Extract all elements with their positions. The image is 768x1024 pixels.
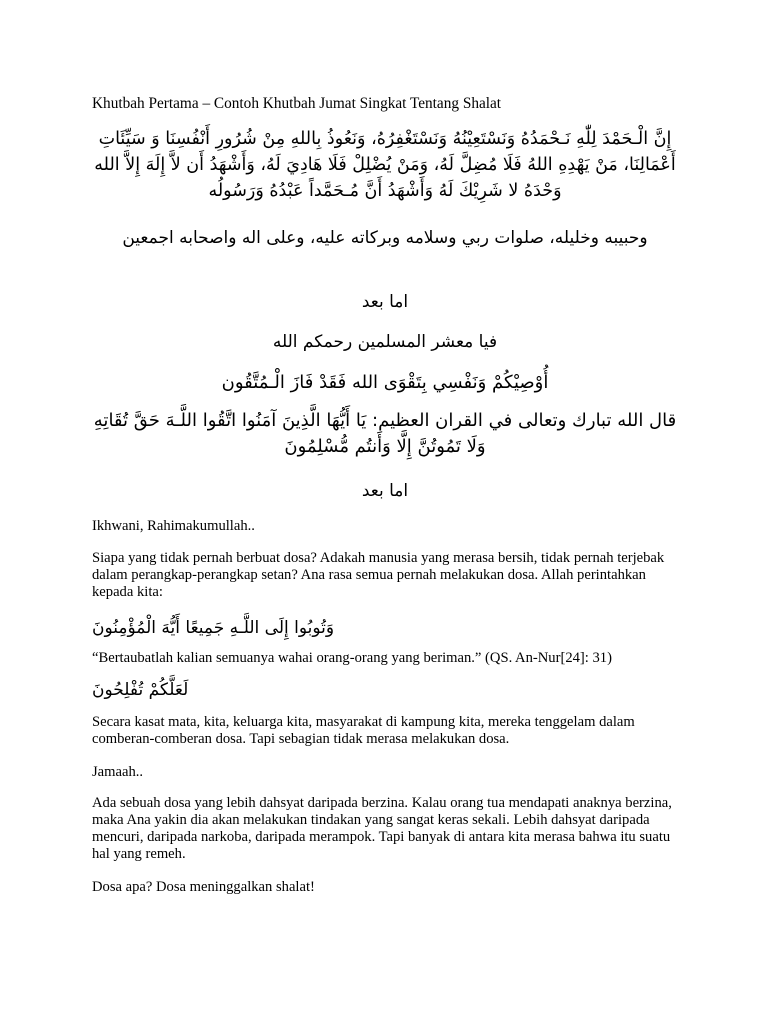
jamaah-line: Jamaah.. [92, 764, 144, 780]
arabic-opening-paragraph: إِنَّ الْـحَمْدَ لِلّٰهِ نَـحْمَدُهُ وَنَسْتَعِيْنُهُ وَنَسْتَغْفِرُهُ، وَنَعُوذُ بِاللهِ مِنْ شُرُورِ أَنْفُسِنَا وَ سَيِّئَاتِ أَعْمَالِنَا، مَنْ يَهْدِهِ اللهُ فَلَا مُضِلَّ لَهُ، وَمَنْ يُضْلِلْ فَلَا هَادِيَ لَهُ، وَأَشْهَدُ أَن لاَّ إِلَهَ إِلاَّ الله وَحْدَهُ لا شَرِيْكَ لَهُ وَأَشْهَدُ أَنَّ مُـحَمَّداً عَبْدُهُ وَرَسُولُه [94, 129, 676, 201]
document-title: Khutbah Pertama – Contoh Khutbah Jumat Singkat Tentang Shalat [92, 95, 502, 112]
verse-2: لَعَلَّكُمْ تُفْلِحُونَ [92, 680, 189, 700]
usikum-line: أُوْصِيْكُمْ وَنَفْسِي بِتَقْوَى الله فَقَدْ فَازَ الْـمُتَّقُون [221, 372, 549, 393]
closing-line: Dosa apa? Dosa meninggalkan shalat! [92, 879, 315, 895]
amma-bad-heading-1: اما بعد [361, 292, 409, 312]
arabic-salawat-paragraph: وحبيبه وخليله، صلوات ربي وسلامه وبركاته عليه، وعلى اله واصحابه اجمعين [122, 228, 648, 248]
paragraph-1: Siapa yang tidak pernah berbuat dosa? Adakah manusia yang merasa bersih, tidak pernah terjebak dalam perangkap-perangkap setan? Ana rasa semua pernah melakukan dosa. Allah perintahkan kepada kita: [92, 550, 665, 600]
paragraph-3: Ada sebuah dosa yang lebih dahsyat daripada berzina. Kalau orang tua mendapati anaknya berzina, maka Ana yakin dia akan melakukan tindakan yang sangat keras sekali. Lebih dahsyat daripada mencuri, daripada narkoba, daripada merampok. Tapi banyak di antara kita merasa bahwa itu suatu hal yang remeh. [92, 795, 672, 862]
ya-maashiral-line: فيا معشر المسلمين رحمكم الله [272, 332, 498, 352]
amma-bad-heading-2: اما بعد [361, 481, 409, 501]
qala-allah-paragraph: قال الله تبارك وتعالى في القران العظيم: يَا أَيُّهَا الَّذِينَ آمَنُوا اتَّقُوا اللَّـهَ حَقَّ تُقَاتِهِ وَلَا تَمُوتُنَّ إِلَّا وَأَنتُم مُّسْلِمُونَ [93, 410, 677, 457]
greeting-line: Ikhwani, Rahimakumullah.. [92, 518, 255, 534]
verse-1: وَتُوبُوا إِلَى اللَّـهِ جَمِيعًا أَيُّهَ الْمُؤْمِنُونَ [92, 618, 335, 638]
translation-line: “Bertaubatlah kalian semuanya wahai orang-orang yang beriman.” (QS. An-Nur[24]: 31) [92, 650, 612, 666]
paragraph-2: Secara kasat mata, kita, keluarga kita, masyarakat di kampung kita, mereka tenggelam dalam comberan-comberan dosa. Tapi sebagian tidak merasa melakukan dosa. [92, 714, 635, 747]
